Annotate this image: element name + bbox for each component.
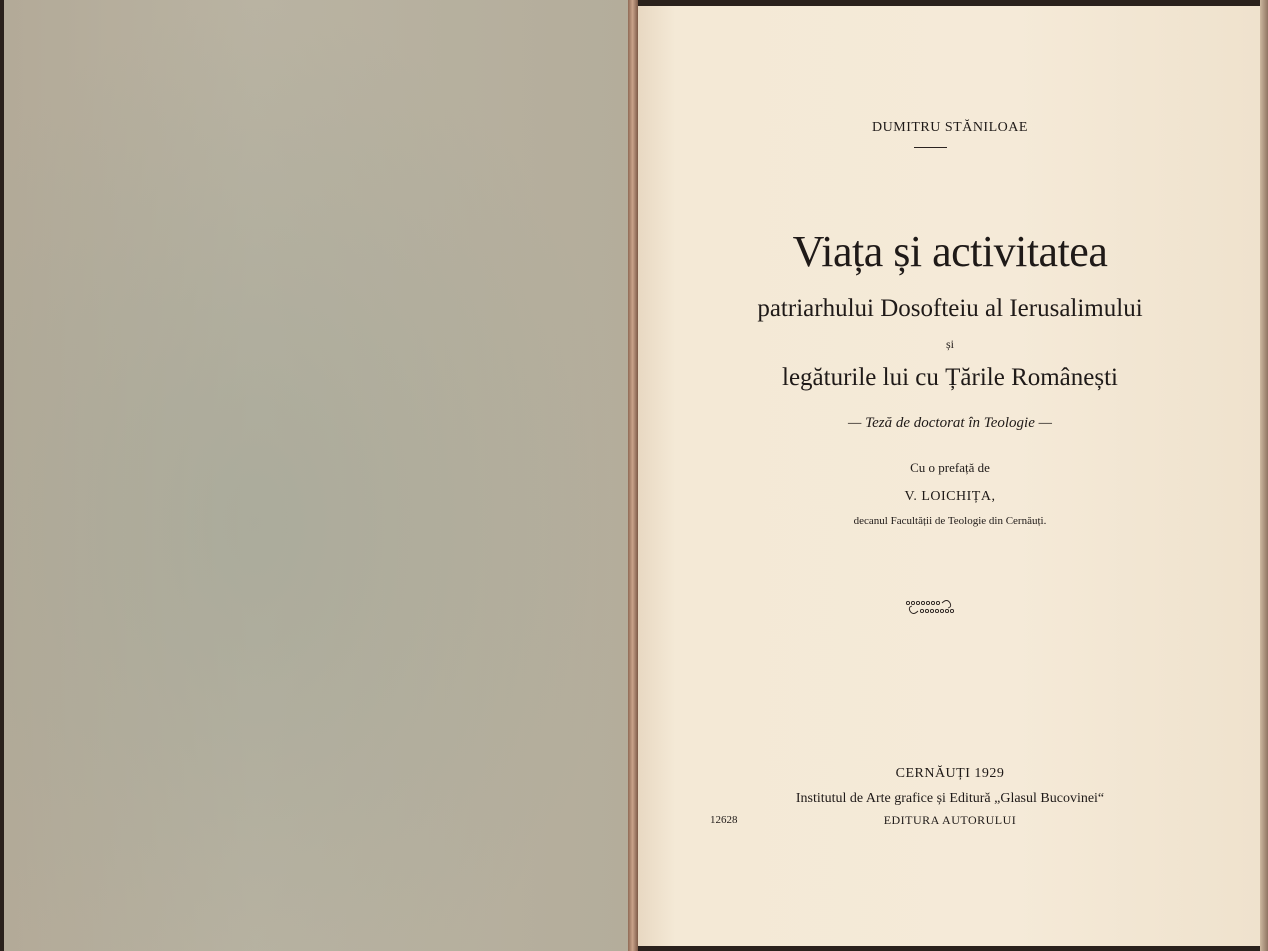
preface-author: V. LOICHIȚA,: [904, 489, 996, 504]
publisher-name: EDITURA AUTORULUI: [883, 813, 1017, 827]
printer-name: Institutul de Arte grafice și Editură „Glasul Bucovinei“: [795, 791, 1105, 806]
preface-intro: Cu o prefață de: [910, 460, 990, 475]
print-code: 12628: [710, 814, 738, 826]
preface-author-role: decanul Facultății de Teologie din Cernăuți.: [853, 515, 1047, 527]
book-gutter: [628, 0, 638, 951]
title-page: [638, 6, 1262, 946]
author-rule-divider: [914, 147, 947, 148]
book-title: Viața și activitatea: [792, 227, 1108, 276]
page-edge: [1260, 0, 1268, 951]
ornament-icon: [900, 596, 960, 618]
author-name: DUMITRU STĂNILOAE: [872, 120, 1028, 135]
subtitle-conjunction: și: [945, 337, 954, 351]
thesis-note: — Teză de doctorat în Teologie —: [848, 415, 1052, 431]
blank-left-page: [4, 0, 630, 951]
subtitle-line-1: patriarhului Dosofteiu al Ierusalimului: [757, 295, 1143, 322]
imprint-city-year: CERNĂUȚI 1929: [895, 766, 1005, 781]
subtitle-line-2: legăturile lui cu Țările Românești: [782, 364, 1118, 391]
